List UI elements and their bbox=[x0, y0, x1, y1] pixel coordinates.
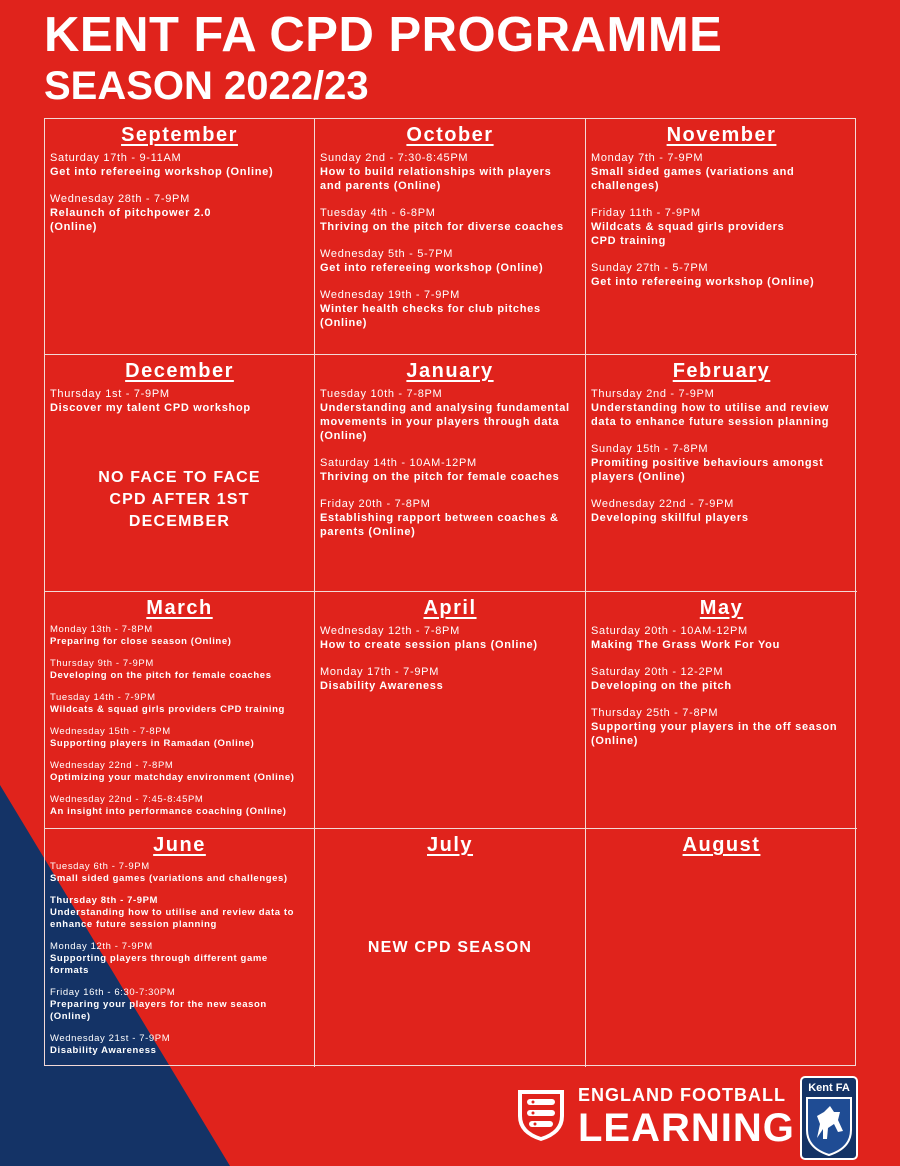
event bbox=[320, 151, 580, 193]
event-title: Supporting your players in the off season bbox=[591, 721, 838, 733]
event-date: Tuesday 4th - 6-8PM bbox=[320, 207, 436, 219]
month-heading: January bbox=[406, 360, 494, 382]
event bbox=[50, 624, 309, 648]
month-heading: April bbox=[423, 597, 477, 619]
event-title: Promiting positive behaviours amongst bbox=[591, 457, 824, 469]
month-heading: October bbox=[406, 124, 494, 146]
event bbox=[50, 987, 309, 1023]
event-title: (Online) bbox=[320, 430, 368, 442]
event-title: movements in your players through data bbox=[320, 416, 560, 428]
kent-fa-badge-icon bbox=[800, 1076, 858, 1160]
event-title: CPD training bbox=[591, 235, 667, 247]
month-cell-march bbox=[45, 592, 315, 829]
month-heading: June bbox=[153, 834, 206, 856]
event-date: Thursday 8th - 7-9PM bbox=[50, 895, 159, 906]
event bbox=[50, 1033, 309, 1057]
event-date: Thursday 1st - 7-9PM bbox=[50, 388, 170, 400]
event-title: Discover my talent CPD workshop bbox=[50, 402, 251, 414]
event-title: (Online) bbox=[591, 735, 639, 747]
month-cell-may bbox=[586, 592, 857, 829]
event-title: players (Online) bbox=[591, 471, 686, 483]
event-date: Thursday 2nd - 7-9PM bbox=[591, 388, 715, 400]
event-title: Understanding how to utilise and review bbox=[591, 402, 830, 414]
event bbox=[591, 206, 852, 248]
event-date: Friday 11th - 7-9PM bbox=[591, 207, 701, 219]
kent-fa-label: Kent FA bbox=[808, 1082, 850, 1094]
event-title: (Online) bbox=[320, 317, 368, 329]
event-date: Wednesday 15th - 7-8PM bbox=[50, 726, 171, 737]
event-date: Friday 16th - 6:30-7:30PM bbox=[50, 987, 176, 998]
month-cell-december bbox=[45, 355, 315, 592]
event bbox=[591, 442, 852, 484]
month-cell-february bbox=[586, 355, 857, 592]
event-title: Thriving on the pitch for diverse coaches bbox=[320, 221, 564, 233]
event bbox=[50, 726, 309, 750]
event bbox=[50, 861, 309, 885]
event-title: Optimizing your matchday environment (Online) bbox=[50, 772, 295, 783]
event bbox=[320, 624, 580, 652]
event-title: and parents (Online) bbox=[320, 180, 441, 192]
event-date: Sunday 27th - 5-7PM bbox=[591, 262, 709, 274]
event-title: parents (Online) bbox=[320, 526, 416, 538]
event-date: Saturday 17th - 9-11AM bbox=[50, 152, 182, 164]
event-date: Wednesday 21st - 7-9PM bbox=[50, 1033, 171, 1044]
event-title: Preparing your players for the new season bbox=[50, 999, 267, 1010]
event-date: Wednesday 22nd - 7-9PM bbox=[591, 498, 734, 510]
event-title: formats bbox=[50, 965, 90, 976]
three-lions-logo-icon bbox=[516, 1086, 566, 1142]
event-date: Tuesday 10th - 7-8PM bbox=[320, 388, 443, 400]
month-heading: December bbox=[125, 360, 234, 382]
efl-line-1: ENGLAND FOOTBALL bbox=[578, 1085, 786, 1105]
event bbox=[591, 497, 852, 525]
event-title: Supporting players in Ramadan (Online) bbox=[50, 738, 255, 749]
efl-line-2: LEARNING bbox=[578, 1106, 795, 1150]
event-date: Wednesday 22nd - 7-8PM bbox=[50, 760, 174, 771]
event-title: Thriving on the pitch for female coaches bbox=[320, 471, 560, 483]
notice-line: NO FACE TO FACE bbox=[98, 469, 261, 486]
event bbox=[320, 288, 580, 330]
month-cell-april bbox=[315, 592, 586, 829]
event-title: Supporting players through different game bbox=[50, 953, 268, 964]
no-face-to-face-notice bbox=[45, 467, 314, 533]
page-title: KENT FA CPD PROGRAMME bbox=[44, 8, 723, 62]
event bbox=[591, 624, 852, 652]
event-title: (Online) bbox=[50, 221, 98, 233]
month-cell-january bbox=[315, 355, 586, 592]
event-date: Monday 12th - 7-9PM bbox=[50, 941, 153, 952]
page-subtitle: SEASON 2022/23 bbox=[44, 64, 369, 108]
event bbox=[50, 387, 309, 415]
event bbox=[591, 665, 852, 693]
month-cell-july bbox=[315, 829, 586, 1067]
month-cell-june bbox=[45, 829, 315, 1067]
calendar-grid bbox=[44, 118, 856, 1066]
month-heading: August bbox=[682, 834, 761, 856]
month-cell-september bbox=[45, 119, 315, 355]
event bbox=[320, 247, 580, 275]
event-title: Disability Awareness bbox=[50, 1045, 157, 1056]
event-title: Preparing for close season (Online) bbox=[50, 636, 232, 647]
event-title: Small sided games (variations and challenges) bbox=[50, 873, 288, 884]
event-title: Small sided games (variations and bbox=[591, 166, 795, 178]
new-cpd-season-notice: NEW CPD SEASON bbox=[367, 939, 533, 956]
event-title: Get into refereeing workshop (Online) bbox=[50, 166, 274, 178]
month-heading: February bbox=[672, 360, 771, 382]
event-title: Winter health checks for club pitches bbox=[320, 303, 541, 315]
event-title: Relaunch of pitchpower 2.0 bbox=[50, 207, 212, 219]
event-title: challenges) bbox=[591, 180, 660, 192]
event-title: Get into refereeing workshop (Online) bbox=[320, 262, 544, 274]
england-football-learning-wordmark bbox=[578, 1084, 795, 1150]
event bbox=[320, 387, 580, 443]
event bbox=[591, 261, 852, 289]
event-title: How to build relationships with players bbox=[320, 166, 552, 178]
month-cell-august bbox=[586, 829, 857, 1067]
month-heading: May bbox=[699, 597, 744, 619]
event bbox=[591, 706, 852, 748]
notice-line: CPD AFTER 1ST bbox=[109, 491, 250, 508]
month-heading: July bbox=[426, 834, 474, 856]
event bbox=[591, 151, 852, 193]
event-date: Wednesday 5th - 5-7PM bbox=[320, 248, 454, 260]
event-title: Developing on the pitch bbox=[591, 680, 732, 692]
month-heading: March bbox=[146, 597, 213, 619]
event-title: Wildcats & squad girls providers CPD training bbox=[50, 704, 285, 715]
event bbox=[320, 456, 580, 484]
event-title: Wildcats & squad girls providers bbox=[591, 221, 785, 233]
event-date: Sunday 2nd - 7:30-8:45PM bbox=[320, 152, 469, 164]
event bbox=[50, 658, 309, 682]
event-title: How to create session plans (Online) bbox=[320, 639, 538, 651]
event-title: (Online) bbox=[50, 1011, 91, 1022]
event-title: An insight into performance coaching (Online) bbox=[50, 806, 287, 817]
event-date: Monday 13th - 7-8PM bbox=[50, 624, 153, 635]
event-date: Wednesday 22nd - 7:45-8:45PM bbox=[50, 794, 204, 805]
event bbox=[50, 151, 309, 179]
event-date: Friday 20th - 7-8PM bbox=[320, 498, 431, 510]
event bbox=[320, 497, 580, 539]
event-date: Wednesday 28th - 7-9PM bbox=[50, 193, 190, 205]
event-date: Thursday 25th - 7-8PM bbox=[591, 707, 719, 719]
month-heading: September bbox=[121, 124, 238, 146]
footer-logos bbox=[500, 1068, 900, 1166]
event-date: Sunday 15th - 7-8PM bbox=[591, 443, 709, 455]
event-date: Wednesday 12th - 7-8PM bbox=[320, 625, 460, 637]
event-title: Establishing rapport between coaches & bbox=[320, 512, 559, 524]
event bbox=[320, 665, 580, 693]
event-title: Understanding how to utilise and review data to bbox=[50, 907, 295, 918]
month-heading: November bbox=[666, 124, 777, 146]
event-title: Developing skillful players bbox=[591, 512, 749, 524]
event bbox=[50, 692, 309, 716]
notice-line: DECEMBER bbox=[128, 513, 231, 530]
event bbox=[50, 941, 309, 977]
event-date: Tuesday 14th - 7-9PM bbox=[50, 692, 156, 703]
event-date: Thursday 9th - 7-9PM bbox=[50, 658, 154, 669]
event bbox=[591, 387, 852, 429]
event-date: Saturday 14th - 10AM-12PM bbox=[320, 457, 477, 469]
event-title: Developing on the pitch for female coaches bbox=[50, 670, 272, 681]
event-date: Saturday 20th - 12-2PM bbox=[591, 666, 724, 678]
event bbox=[320, 206, 580, 234]
event bbox=[50, 192, 309, 234]
event-date: Saturday 20th - 10AM-12PM bbox=[591, 625, 748, 637]
month-cell-october bbox=[315, 119, 586, 355]
event bbox=[50, 895, 309, 931]
month-cell-november bbox=[586, 119, 857, 355]
event-title: Get into refereeing workshop (Online) bbox=[591, 276, 815, 288]
event-date: Tuesday 6th - 7-9PM bbox=[50, 861, 150, 872]
event-date: Monday 7th - 7-9PM bbox=[591, 152, 704, 164]
event bbox=[50, 760, 309, 784]
event-title: Understanding and analysing fundamental bbox=[320, 402, 570, 414]
event-title: Disability Awareness bbox=[320, 680, 444, 692]
event-title: Making The Grass Work For You bbox=[591, 639, 781, 651]
event bbox=[50, 794, 309, 818]
event-title: data to enhance future session planning bbox=[591, 416, 830, 428]
event-title: enhance future session planning bbox=[50, 919, 217, 930]
event-date: Monday 17th - 7-9PM bbox=[320, 666, 440, 678]
event-date: Wednesday 19th - 7-9PM bbox=[320, 289, 460, 301]
